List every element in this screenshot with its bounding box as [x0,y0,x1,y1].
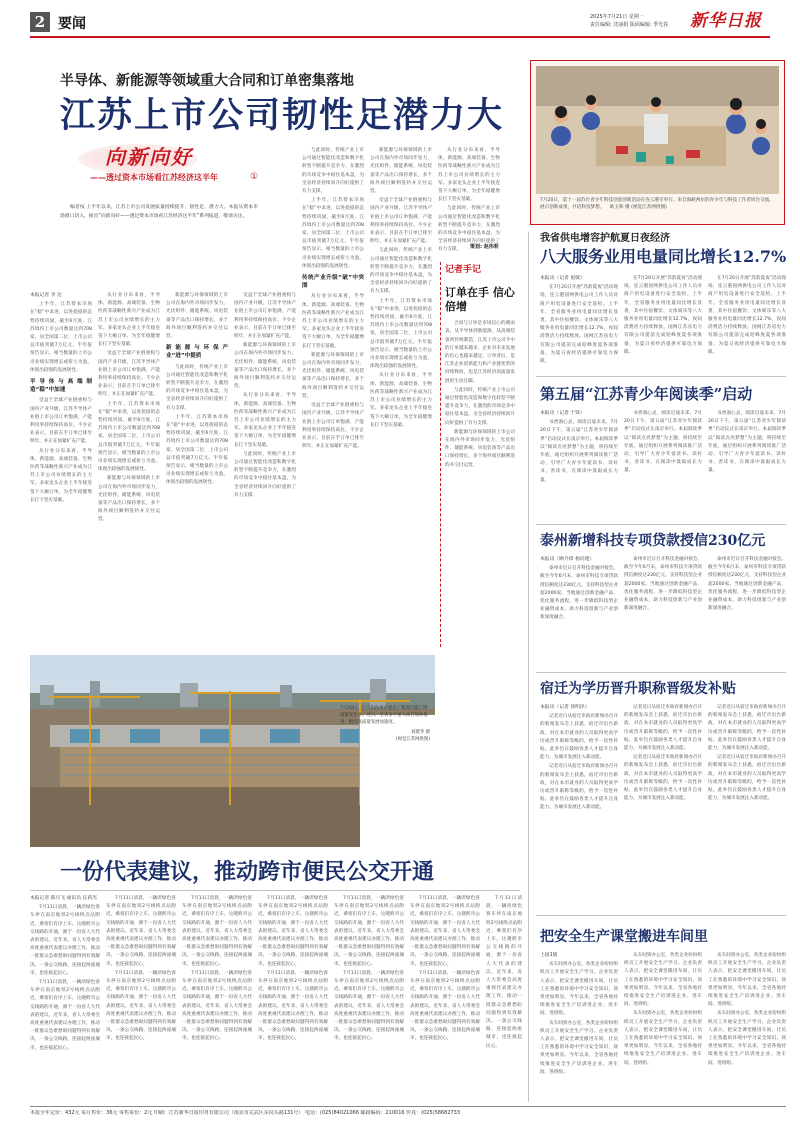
suqian-col-2: 记者近日从宿迁市政府新闻办召开的新闻发布会上获悉，宿迁市出台新政，对在本市就业的人员取得更高学历或晋升职称等级的，给予一次性补贴。此举旨在鼓励各类人才提升自身能力，为城市发展注入新动能。 记者近日从宿迁市政府新闻办召开的新闻发布会上获悉，宿迁市出台新政，对在本市就业的人员取得更高学历或晋升职称等级的，给予一次性补贴。此举旨在鼓励各类人才提升自身能力，为城市发展注入新动能。 [624,705,702,802]
lead-body-col-4: 受益于全球产业链重构与国内产业升级，江苏半导体产业链上市公司订单饱满，产能利用率持续保持高位。不少企业表示，目前在手订单已排至明年，并正在加紧扩充产能。 新能源与环保领域的上市公司在海内外市场同步发力，光伏组件、储能系统、风电装备等产品出口保持增长，多个海外项目顺利签约并交付运营。 从行业分布来看，半导体、新能源、高端装备、生物医药等战略性新兴产业成为江苏上市公司业绩增长的主力军。多家龙头企业上半年接连签下大额订单，为全年稳健增长打下坚实基础。 与此同时，传统产业上市公司通过智能化改造和数字化转型不断提升竞争力，在激烈的市场竞争中稳住基本盘，为全省经济持续回升向好提供了有力支撑。 [234,293,296,498]
bottom-headline: 一份代表建议，推动跨市便民公交开通 [60,859,435,885]
safety-col-2: 从车间到办公室，各类企业纷纷组织员工开展安全生产学习。企业负责人表示，把安全课堂搬进车间，让员工在熟悉的环境中学习安全知识，效果更加明显。今年以来，全省各地持续推进安全生产培训进企业、进车间、进班组。 从车间到办公室，各类企业纷纷组织员工开展安全生产学习。企业负责人表示，把安全课堂搬进车间，让员工在熟悉的环境中学习安全知识，效果更加明显。今年以来，全省各地持续推进安全生产培训进企业、进车间、进班组。 [624,953,702,1066]
top-photo-caption: 7月20日，第十一届苏台青少年科技创意创新活动在连云港市举行。来自海峡两岸的青少年与科技工作者同台交流，展示创新成果，共话科技梦想。 耿玉和 摄 (视觉江苏网供图) [540,198,774,210]
bottom-col-3: 7月11日清晨，一辆淡绿色客车停在南京地铁2号线终点站附近，乘客们有序上车。这趟跨市公交线路的开通，源于一份省人大代表的建议。近年来，省人大常委会高度重视代表建议办理工作，推动一批群众急难愁盼问题得到有效解决。一条公交线路，连接起两座城市，也连接起民心。 7月11日清晨，一辆淡绿色客车停在南京地铁2号线终点站附近，乘客们有序上车。这趟跨市公交线路的开通，源于一份省人大代表的建议。近年来，省人大常委会高度重视代表建议办理工作，推动一批群众急难愁盼问题得到有效解决。一条公交线路，连接起两座城市，也连接起民心。 [182,896,252,1042]
construction-photo-image [30,655,435,847]
section-label: 要闻 [58,16,86,32]
series-number: ① [250,172,259,182]
suqian-headline: 宿迁为学历晋升职称晋级发补贴 [540,681,736,697]
lead-body-col-7: 从行业分布来看，半导体、新能源、高端装备、生物医药等战略性新兴产业成为江苏上市公司业绩增长的主力军。多家龙头企业上半年接连签下大额订单，为全年稳健增长打下坚实基础。 与此同时，传统产业上市公司通过智能化改造和数字化转型不断提升竞争力，在激烈的市场竞争中稳住基本盘，为全省经济持续回升向好提供了有力支撑。 [438,148,500,253]
bottom-col-1: 本报记者 陈月飞 通讯员 任莉杰 7月11日清晨，一辆淡绿色客车停在南京地铁2号线终点站附近，乘客们有序上车。这趟跨市公交线路的开通，源于一份省人大代表的建议。近年来，省人大常委会高度重视代表建议办理工作，推动一批群众急难愁盼问题得到有效解决。一条公交线路，连接起两座城市，也连接起民心。 7月11日清晨，一辆淡绿色客车停在南京地铁2号线终点站附近，乘客们有序上车。这趟跨市公交线路的开通，源于一份省人大代表的建议。近年来，省人大常委会高度重视代表建议办理工作，推动一批群众急难愁盼问题得到有效解决。一条公交线路，连接起两座城市，也连接起民心。 [30,896,100,1051]
commentary-title: 订单在手 信心倍增 [445,286,515,314]
bottom-col-6: 7月11日清晨，一辆淡绿色客车停在南京地铁2号线终点站附近，乘客们有序上车。这趟跨市公交线路的开通，源于一份省人大代表的建议。近年来，省人大常委会高度重视代表建议办理工作，推动一批群众急难愁盼问题得到有效解决。一条公交线路，连接起两座城市，也连接起民心。 7月11日清晨，一辆淡绿色客车停在南京地铁2号线终点站附近，乘客们有序上车。这趟跨市公交线路的开通，源于一份省人大代表的建议。近年来，省人大常委会高度重视代表建议办理工作，推动一批群众急难愁盼问题得到有效解决。一条公交线路，连接起两座城市，也连接起民心。 [410,896,480,1042]
lead-kicker: 半导体、新能源等领域重大合同和订单密集落地 [60,73,354,89]
lead-body-col-3: 新能源与环保领域的上市公司在海内外市场同步发力，光伏组件、储能系统、风电装备等产品出口保持增长，多个海外项目顺利签约并交付运营。 新能源与环保产业“进”中提质 与此同时，传统产业上市公司通过智能化改造和数字化转型不断提升竞争力，在激烈的市场竞争中稳住基本盘，为全省经济持续回升向好提供了有力支撑。 上半年，江苏资本市场在“稳”中求进，以进促稳的态势持续巩固。截至6月底，江苏境内上市公司数量达到708家，居全国第二位，上市公司总市值突破7万亿元。半年报预告显示，相当数量的上市公司业绩实现增长或扭亏为盈，体现出较强的发展韧性。 [166,293,228,486]
loan-col-3: 泰州市近日召开科技金融对接会。截至今年6月末，泰州市科技专项贷款授信额度达230亿元，支持科技型企业超2000家。当地通过创新金融产品、优化服务流程，进一步降低科技型企业融资成本，助力科技创新与产业创新深度融合。 [708,557,786,612]
editor-note: 编者按 上半年以来，江苏上市公司发展质量持续提升，韧性足、潜力大。本报从资本市场窗口切入，推出“向新向好——透过资本市场看江苏经济这半年”系列报道，敬请关注。 [60,205,258,219]
service-col-2: 在7月20日开展“苏韵夏夜”活动现场，连云港国网供电公司工作人员对商户用电设备进行安全巡检。上半年，全省服务业用电量同比增长显著，其中住宿餐饮、文体娱乐等八大服务业用电量同比增长12.7%，夜间消费活力持续释放。国网江苏省电力有限公司提前完成迎峰度夏各项准备，为夏日夜经济提供可靠电力保障。 [624,276,702,355]
series-badge [60,140,260,195]
lead-body-col-5: 与此同时，传统产业上市公司通过智能化改造和数字化转型不断提升竞争力，在激烈的市场竞争中稳住基本盘，为全省经济持续回升向好提供了有力支撑。 上半年，江苏资本市场在“稳”中求进，以进促稳的态势持续巩固。截至6月底，江苏境内上市公司数量达到708家，居全国第二位，上市公司总市值突破7万亿元。半年报预告显示，相当数量的上市公司业绩实现增长或扭亏为盈，体现出较强的发展韧性。 传统产业升级“破”中突围 从行业分布来看，半导体、新能源、高端装备、生物医药等战略性新兴产业成为江苏上市公司业绩增长的主力军。多家龙头企业上半年接连签下大额订单，为全年稳健增长打下坚实基础。 新能源与环保领域的上市公司在海内外市场同步发力，光伏组件、储能系统、风电装备等产品出口保持增长，多个海外项目顺利签约并交付运营。 受益于全球产业链重构与国内产业升级，江苏半导体产业链上市公司订单饱满，产能利用率持续保持高位。不少企业表示，目前在手订单已排至明年，并正在加紧扩充产能。 [302,148,364,450]
lead-body-col-2: 从行业分布来看，半导体、新能源、高端装备、生物医药等战略性新兴产业成为江苏上市公司业绩增长的主力军。多家龙头企业上半年接连签下大额订单，为全年稳健增长打下坚实基础。 受益于全球产业链重构与国内产业升级，江苏半导体产业链上市公司订单饱满，产能利用率持续保持高位。不少企业表示，目前在手订单已排至明年，并正在加紧扩充产能。 上半年，江苏资本市场在“稳”中求进，以进促稳的态势持续巩固。截至6月底，江苏境内上市公司数量达到708家，居全国第二位，上市公司总市值突破7万亿元。半年报预告显示，相当数量的上市公司业绩实现增长或扭亏为盈，体现出较强的发展韧性。 新能源与环保领域的上市公司在海内外市场同步发力，光伏组件、储能系统、风电装备等产品出口保持增长，多个海外项目顺利签约并交付运营。 [98,293,160,523]
page-number: 2 [34,13,46,31]
bottom-col-4: 7月11日清晨，一辆淡绿色客车停在南京地铁2号线终点站附近，乘客们有序上车。这趟跨市公交线路的开通，源于一份省人大代表的建议。近年来，省人大常委会高度重视代表建议办理工作，推动一批群众急难愁盼问题得到有效解决。一条公交线路，连接起两座城市，也连接起民心。 7月11日清晨，一辆淡绿色客车停在南京地铁2号线终点站附近，乘客们有序上车。这趟跨市公交线路的开通，源于一份省人大代表的建议。近年来，省人大常委会高度重视代表建议办理工作，推动一批群众急难愁盼问题得到有效解决。一条公交线路，连接起两座城市，也连接起民心。 [258,896,328,1042]
footer-rule [30,1106,786,1107]
footer-text: 本报全年定价：432元 每月售价：36元 零售每份：2元 印刷：江苏新华日报印务有限公司（南京市玄武区东岗头路131号） 电话：(025)84021066 邮政编码：210016 传真：(025)58682733 [30,1110,461,1116]
bottom-col-7: 7月11日清晨，一辆淡绿色客车停在南京地铁2号线终点站附近，乘客们有序上车。这趟跨市公交线路的开通，源于一份省人大代表的建议。近年来，省人大常委会高度重视代表建议办理工作，推动一批群众急难愁盼问题得到有效解决。一条公交线路，连接起两座城市，也连接起民心。 [486,896,522,1049]
date-line: 2025年7月21日 星期一 [590,14,644,20]
commentary-box [440,262,518,647]
bottom-headline-rule [30,890,520,891]
divider-2 [536,524,786,525]
suqian-col-1: 本报讯（记者 徐明泽） 记者近日从宿迁市政府新闻办召开的新闻发布会上获悉，宿迁市出台新政，对在本市就业的人员取得更高学历或晋升职称等级的，给予一次性补贴。此举旨在鼓励各类人才提升自身能力，为城市发展注入新动能。 记者近日从宿迁市政府新闻办召开的新闻发布会上获悉，宿迁市出台新政，对在本市就业的人员取得更高学历或晋升职称等级的，给予一次性补贴。此举旨在鼓励各类人才提升自身能力，为城市发展注入新动能。 [540,705,618,811]
service-kicker: 我省供电增容护航夏日夜经济 [540,233,670,244]
bottom-col-2: 7月11日清晨，一辆淡绿色客车停在南京地铁2号线终点站附近，乘客们有序上车。这趟跨市公交线路的开通，源于一份省人大代表的建议。近年来，省人大常委会高度重视代表建议办理工作，推动一批群众急难愁盼问题得到有效解决。一条公交线路，连接起两座城市，也连接起民心。 7月11日清晨，一辆淡绿色客车停在南京地铁2号线终点站附近，乘客们有序上车。这趟跨市公交线路的开通，源于一份省人大代表的建议。近年来，省人大常委会高度重视代表建议办理工作，推动一批群众急难愁盼问题得到有效解决。一条公交线路，连接起两座城市，也连接起民心。 [106,896,176,1042]
loan-col-2: 泰州市近日召开科技金融对接会。截至今年6月末，泰州市科技专项贷款授信额度达230亿元，支持科技型企业超2000家。当地通过创新金融产品、优化服务流程，进一步降低科技型企业融资成本，助力科技创新与产业创新深度融合。 [624,557,702,612]
lead-body-col-6: 新能源与环保领域的上市公司在海内外市场同步发力，光伏组件、储能系统、风电装备等产品出口保持增长，多个海外项目顺利签约并交付运营。 受益于全球产业链重构与国内产业升级，江苏半导体产业链上市公司订单饱满，产能利用率持续保持高位。不少企业表示，目前在手订单已排至明年，并正在加紧扩充产能。 与此同时，传统产业上市公司通过智能化改造和数字化转型不断提升竞争力，在激烈的市场竞争中稳住基本盘，为全省经济持续回升向好提供了有力支撑。 上半年，江苏资本市场在“稳”中求进，以进促稳的态势持续巩固。截至6月底，江苏境内上市公司数量达到708家，居全国第二位，上市公司总市值突破7万亿元。半年报预告显示，相当数量的上市公司业绩实现增长或扭亏为盈，体现出较强的发展韧性。 从行业分布来看，半导体、新能源、高端装备、生物医药等战略性新兴产业成为江苏上市公司业绩增长的主力军。多家龙头企业上半年接连签下大额订单，为全年稳健增长打下坚实基础。 [370,148,432,428]
students-photo [536,66,779,194]
commentary-label: 记者手记 [445,265,482,275]
editors-line: 责任编辑: 沈丽娟 版面编辑: 季光春 [590,22,669,28]
lead-body-col-1: 本报记者 李 达 上半年，江苏资本市场在“稳”中求进，以进促稳的态势持续巩固。截至6月底，江苏境内上市公司数量达到708家，居全国第二位，上市公司总市值突破7万亿元。半年报预告显示，相当数量的上市公司业绩实现增长或扭亏为盈，体现出较强的发展韧性。 半导体与高端制造“稳”中加速 受益于全球产业链重构与国内产业升级，江苏半导体产业链上市公司订单饱满，产能利用率持续保持高位。不少企业表示，目前在手订单已排至明年，并正在加紧扩充产能。 从行业分布来看，半导体、新能源、高端装备、生物医药等战略性新兴产业成为江苏上市公司业绩增长的主力军。多家龙头企业上半年接连签下大额订单，为全年稳健增长打下坚实基础。 [30,293,92,503]
construction-photo-caption: 7月20日，工人们在南京重点工程项目施工现场紧张作业。近日，全省多个重大项目加快推进，跑出高质量发展加速度。 刘建华 摄 (视觉江苏网供图) [340,706,430,742]
vertical-separator [528,232,529,1102]
safety-col-3: 从车间到办公室，各类企业纷纷组织员工开展安全生产学习。企业负责人表示，把安全课堂搬进车间，让员工在熟悉的环境中学习安全知识，效果更加明显。今年以来，全省各地持续推进安全生产培训进企业、进车间、进班组。 从车间到办公室，各类企业纷纷组织员工开展安全生产学习。企业负责人表示，把安全课堂搬进车间，让员工在熟悉的环境中学习安全知识，效果更加明显。今年以来，全省各地持续推进安全生产培训进企业、进车间、进班组。 [708,953,786,1066]
reading-col-2: 书香润心灵，阅读启迪未来。7月20日下午，第五届“江苏青少年阅读季”启动仪式在南京举行。本届阅读季以“阅读点亮梦想”为主题，将持续至年底，通过组织开展系列阅读推广活动，引导广大青少年爱读书、读好书、善读书，在阅读中汲取成长力量。 [624,411,702,474]
series-title: 向新向好 [105,145,193,169]
divider-4 [536,915,786,916]
reading-col-3: 书香润心灵，阅读启迪未来。7月20日下午，第五届“江苏青少年阅读季”启动仪式在南京举行。本届阅读季以“阅读点亮梦想”为主题，将持续至年底，通过组织开展系列阅读推广活动，引导广大青少年爱读书、读好书、善读书，在阅读中汲取成长力量。 [708,411,786,474]
bottom-col-5: 7月11日清晨，一辆淡绿色客车停在南京地铁2号线终点站附近，乘客们有序上车。这趟跨市公交线路的开通，源于一份省人大代表的建议。近年来，省人大常委会高度重视代表建议办理工作，推动一批群众急难愁盼问题得到有效解决。一条公交线路，连接起两座城市，也连接起民心。 7月11日清晨，一辆淡绿色客车停在南京地铁2号线终点站附近，乘客们有序上车。这趟跨市公交线路的开通，源于一份省人大代表的建议。近年来，省人大常委会高度重视代表建议办理工作，推动一批群众急难愁盼问题得到有效解决。一条公交线路，连接起两座城市，也连接起民心。 [334,896,404,1042]
suqian-col-3: 记者近日从宿迁市政府新闻办召开的新闻发布会上获悉，宿迁市出台新政，对在本市就业的人员取得更高学历或晋升职称等级的，给予一次性补贴。此举旨在鼓励各类人才提升自身能力，为城市发展注入新动能。 记者近日从宿迁市政府新闻办召开的新闻发布会上获悉，宿迁市出台新政，对在本市就业的人员取得更高学历或晋升职称等级的，给予一次性补贴。此举旨在鼓励各类人才提升自身能力，为城市发展注入新动能。 [708,705,786,802]
safety-headline: 把安全生产课堂搬进车间里 [540,929,708,945]
lead-planner: 策划: 赵伟莉 [470,244,499,250]
divider-1 [536,376,786,377]
masthead-rule [30,36,770,38]
service-col-3: 在7月20日开展“苏韵夏夜”活动现场，连云港国网供电公司工作人员对商户用电设备进行安全巡检。上半年，全省服务业用电量同比增长显著，其中住宿餐饮、文体娱乐等八大服务业用电量同比增长12.7%，夜间消费活力持续释放。国网江苏省电力有限公司提前完成迎峰度夏各项准备，为夏日夜经济提供可靠电力保障。 [708,276,786,355]
reading-headline: 第五届“江苏青少年阅读季”启动 [540,385,753,403]
series-subtitle: ——透过资本市场看江苏经济这半年 [90,173,218,182]
service-col-1: 本报讯（记者 倪敏） 在7月20日开展“苏韵夏夜”活动现场，连云港国网供电公司工作人员对商户用电设备进行安全巡检。上半年，全省服务业用电量同比增长显著，其中住宿餐饮、文体娱乐等八大服务业用电量同比增长12.7%，夜间消费活力持续释放。国网江苏省电力有限公司提前完成迎峰度夏各项准备，为夏日夜经济提供可靠电力保障。 [540,276,618,365]
loan-col-1: 本报讯（顾介锋 杨同建） 泰州市近日召开科技金融对接会。截至今年6月末，泰州市科技专项贷款授信额度达230亿元，支持科技型企业超2000家。当地通过创新金融产品、优化服务流程，进一步降低科技型企业融资成本，助力科技创新与产业创新深度融合。 [540,557,618,621]
safety-col-1: 上接1版 从车间到办公室，各类企业纷纷组织员工开展安全生产学习。企业负责人表示，把安全课堂搬进车间，让员工在熟悉的环境中学习安全知识，效果更加明显。今年以来，全省各地持续推进安全生产培训进企业、进车间、进班组。 从车间到办公室，各类企业纷纷组织员工开展安全生产学习。企业负责人表示，把安全课堂搬进车间，让员工在熟悉的环境中学习安全知识，效果更加明显。今年以来，全省各地持续推进安全生产培训进企业、进车间、进班组。 [540,953,618,1075]
reading-col-1: 本报讯（记者 于锋） 书香润心灵，阅读启迪未来。7月20日下午，第五届“江苏青少年阅读季”启动仪式在南京举行。本届阅读季以“阅读点亮梦想”为主题，将持续至年底，通过组织开展系列阅读推广活动，引导广大青少年爱读书、读好书、善读书，在阅读中汲取成长力量。 [540,411,618,483]
newspaper-logo: 新华日报 [690,11,762,31]
lead-headline: 江苏上市公司韧性足潜力大 [60,95,505,136]
loan-headline: 泰州新增科技专项贷款授信230亿元 [540,533,766,549]
commentary-text: 合同与订单是市场信心的晴雨表。从半导体到新能源，从高端装备到传统制造，江苏上市公司手中的订单越来越多，企业对未来发展的信心也越来越足。订单背后，是江苏企业创新能力和产业链优势的持续释放，也是江苏经济高质量发展的生动注脚。 与此同时，传统产业上市公司通过智能化改造和数字化转型不断提升竞争力，在激烈的市场竞争中稳住基本盘，为全省经济持续回升向好提供了有力支撑。 新能源与环保领域的上市公司在海内外市场同步发力，光伏组件、储能系统、风电装备等产品出口保持增长，多个海外项目顺利签约并交付运营。 [445,321,515,468]
students-photo-image [536,66,779,194]
divider-3 [536,672,786,673]
service-headline: 八大服务业用电量同比增长12.7% [540,247,787,266]
construction-photo [30,655,435,847]
